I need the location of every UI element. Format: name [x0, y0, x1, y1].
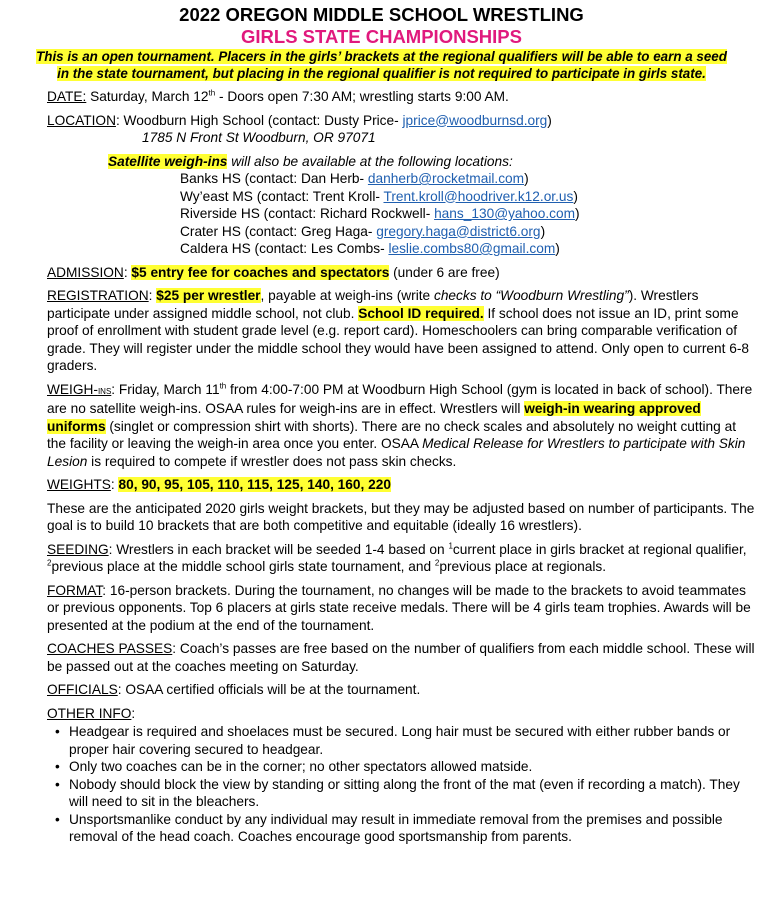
date-section: [47, 88, 757, 106]
coaches-label: COACHES PASSES: [47, 641, 173, 656]
weighins-label-main: WEIGH-: [47, 381, 98, 397]
coaches-text: : Coach’s passes are free based on the number of qualifiers from each middle school. These will be passed out at the coaches meeting on Saturday.: [47, 641, 755, 674]
satellite-email-link[interactable]: danherb@rocketmail.com: [367, 171, 525, 186]
location-section: [47, 112, 757, 147]
location-label: LOCATION: [47, 112, 116, 128]
satellite-section: [108, 153, 757, 258]
date-text-end: - Doors open 7:30 AM; wrestling starts 9:00 AM.: [215, 89, 509, 104]
satellite-email-link[interactable]: hans_130@yahoo.com: [434, 206, 576, 221]
other-info-label: OTHER INFO: [47, 705, 132, 721]
seeding-section: [47, 541, 757, 576]
registration-label: REGISTRATION: [47, 288, 149, 303]
officials-label: OFFICIALS: [47, 682, 118, 697]
officials-text: : OSAA certified officials will be at the tournament.: [117, 682, 421, 697]
weighins-text-4: is required to compete if wrestler does not pass skin checks.: [87, 453, 457, 469]
satellite-location-paren: ): [575, 206, 580, 221]
registration-section: [47, 287, 757, 375]
satellite-list: [108, 170, 757, 258]
satellite-location: [108, 205, 757, 223]
other-info-colon: :: [131, 705, 136, 721]
satellite-email-link[interactable]: leslie.combs80@gmail.com: [388, 241, 556, 256]
weighins-label-small: INS: [97, 386, 112, 396]
weighins-text-3: (singlet or compression shirt with shorts). There are no check scales and absolutely no weight cutting at the facility or leaving the weigh-in area once you enter. OSAA: [47, 418, 737, 451]
satellite-location-text: Riverside HS (contact: Richard Rockwell-: [180, 206, 435, 221]
weighins-medical-release: Medical Release for Wrestlers to participate with Skin Lesion: [47, 436, 746, 469]
intro-notice: [6, 48, 757, 82]
satellite-location: [108, 188, 757, 206]
weighins-uniform-note: weigh-in wearing approved uniforms: [47, 401, 701, 434]
satellite-location-text: Caldera HS (contact: Les Combs-: [180, 241, 389, 256]
registration-check-note: checks to “Woodburn Wrestling”: [433, 288, 629, 303]
satellite-location-paren: ): [555, 241, 560, 256]
satellite-email-link[interactable]: Trent.kroll@hoodriver.k12.or.us: [383, 188, 574, 204]
registration-text-2: ). Wrestlers participate under assigned middle school, not club.: [47, 288, 699, 321]
other-info-item: • Headgear is required and shoelaces must be secured. Long hair must be secured with either rubber bands or proper hair covering secured to headgear.: [47, 723, 757, 758]
other-info-section: [47, 705, 757, 723]
other-info-item: • Nobody should block the view by standing or sitting along the front of the mat (even if recording a match). They will need to sit in the bleachers.: [47, 776, 757, 811]
satellite-location: [108, 170, 757, 188]
weighins-text-2: from 4:00-7:00 PM at Woodburn High School (gym is located in back of school). There are no satellite weigh-ins. OSAA rules for weigh-ins are in effect. Wrestlers will: [47, 381, 753, 416]
location-text: : Woodburn High School (contact: Dusty Price-: [115, 112, 403, 128]
seeding-label: SEEDING: [47, 541, 109, 557]
satellite-text: will also be available at the following locations:: [227, 153, 513, 169]
seeding-sup-3: 2: [434, 558, 440, 568]
seeding-sup-2: 2: [47, 558, 52, 568]
satellite-location-text: Wy’east MS (contact: Trent Kroll-: [180, 188, 384, 204]
registration-colon: :: [148, 288, 157, 303]
other-info-item: • Only two coaches can be in the corner; no other spectators allowed matside.: [47, 758, 757, 776]
weighins-section: [47, 381, 757, 471]
admission-fee: $5 entry fee for coaches and spectators: [131, 264, 390, 280]
page-title: 2022 OREGON MIDDLE SCHOOL WRESTLING: [179, 4, 584, 25]
registration-text-1: , payable at weigh-ins (write: [260, 288, 434, 303]
location-paren: ): [547, 112, 552, 128]
date-label: DATE:: [47, 89, 87, 104]
other-info-item: • Unsportsmanlike conduct by any individual may result in immediate removal from the premises and possible removal of the head coach. Coaches encourage good sportsmanship from parents.: [47, 811, 757, 846]
registration-id-required: School ID required.: [358, 305, 484, 321]
intro-line-2: in the state tournament, but placing in the regional qualifier is not required to participate in girls state.: [57, 66, 706, 81]
format-label: FORMAT: [47, 582, 103, 598]
admission-section: [47, 264, 757, 282]
date-sup: th: [208, 88, 216, 98]
intro-line-1: This is an open tournament. Placers in the girls’ brackets at the regional qualifiers will be able to earn a seed: [36, 49, 727, 64]
format-text: : 16-person brackets. During the tournament, no changes will be made to the brackets to avoid teammates or previous opponents. Top 6 placers at girls state receive medals. There will be 4 girls team trophies. Awards will be presented at the podium at the end of the tournament.: [47, 582, 751, 633]
satellite-email-link[interactable]: gregory.haga@district6.org: [376, 223, 541, 239]
weighins-text-1: : Friday, March 11: [111, 381, 220, 397]
other-info-list: [47, 723, 757, 846]
admission-label: ADMISSION: [47, 264, 124, 280]
satellite-location-paren: ): [540, 223, 546, 239]
satellite-location: [108, 223, 757, 241]
officials-section: [47, 681, 757, 699]
location-address: 1785 N Front St Woodburn, OR 97071: [142, 130, 376, 145]
satellite-location-text: Banks HS (contact: Dan Herb-: [180, 171, 368, 186]
satellite-label: Satellite weigh-ins: [108, 153, 228, 169]
seeding-text-2: current place in girls bracket at regional qualifier,: [452, 541, 747, 557]
satellite-location-paren: ): [524, 171, 529, 186]
weights-section: [47, 476, 757, 494]
satellite-location-paren: ): [573, 188, 578, 204]
weighins-label: [47, 382, 111, 397]
seeding-sup-1: 1: [448, 540, 453, 550]
weights-list: 80, 90, 95, 105, 110, 115, 125, 140, 160, 220: [118, 477, 391, 492]
seeding-text-3: previous place at the middle school girls state tournament, and: [51, 559, 435, 574]
weights-note: These are the anticipated 2020 girls weight brackets, but they may be adjusted based on number of participants. The goal is to build 10 brackets that are both competitive and equitable (ideally 16 wrestlers).: [47, 500, 755, 533]
page-subtitle: GIRLS STATE CHAMPIONSHIPS: [241, 26, 522, 47]
seeding-text-1: : Wrestlers in each bracket will be seeded 1-4 based on: [108, 541, 449, 557]
satellite-location: [108, 240, 757, 258]
seeding-text-4: previous place at regionals.: [439, 559, 607, 574]
admission-colon: :: [123, 264, 132, 280]
weights-colon: :: [110, 477, 119, 492]
satellite-location-text: Crater HS (contact: Greg Haga-: [180, 223, 377, 239]
date-text: Saturday, March 12: [86, 89, 209, 104]
location-email-link[interactable]: jprice@woodburnsd.org: [402, 112, 548, 128]
registration-text-3: If school does not issue an ID, print some proof of enrollment with student grade level (e.g. report card). Homeschoolers can bring comparable verification of grade. They will register under the middle school they would have been assigned to attend. Only open to current 6-8 graders.: [47, 305, 750, 373]
weighins-sup: th: [219, 380, 227, 390]
format-section: [47, 582, 757, 635]
flyer-page: [0, 4, 763, 903]
admission-rest: (under 6 are free): [389, 264, 500, 280]
coaches-section: [47, 640, 757, 675]
registration-fee: $25 per wrestler: [156, 288, 261, 303]
weights-label: WEIGHTS: [47, 477, 111, 492]
